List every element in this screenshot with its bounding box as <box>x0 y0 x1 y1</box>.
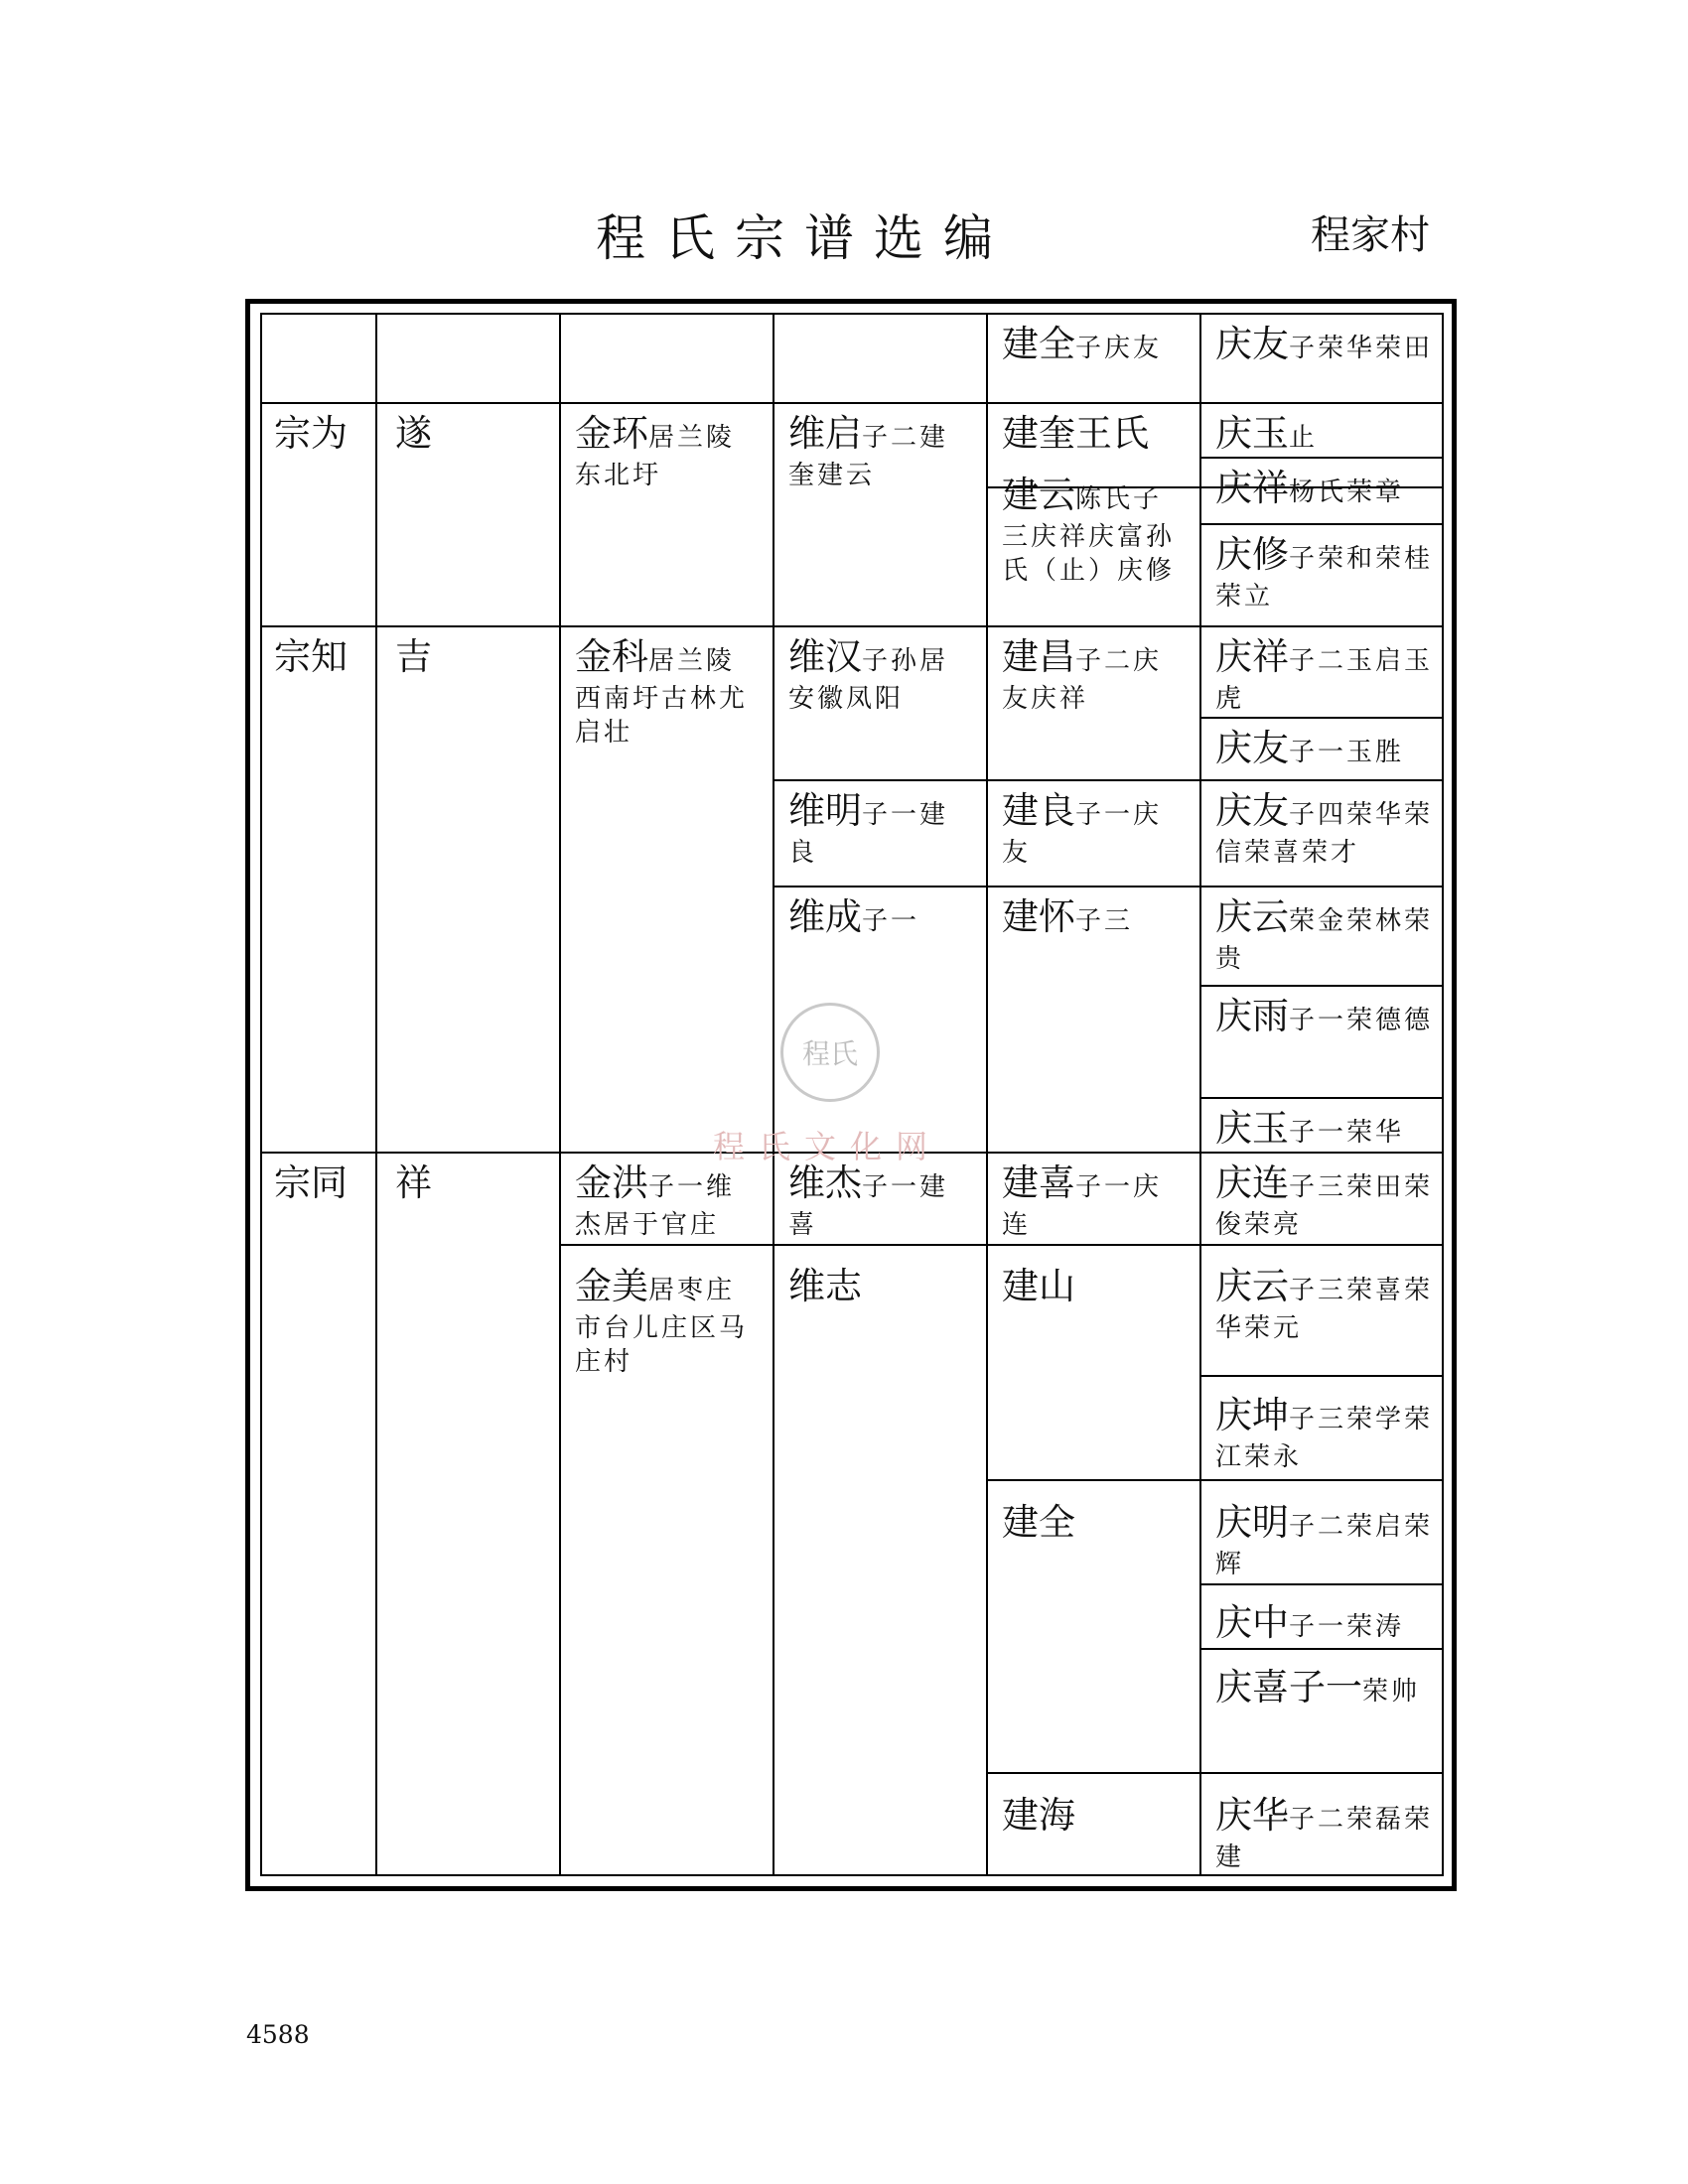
table-cell <box>780 1154 984 1248</box>
table-cell <box>567 627 771 755</box>
person-name: 庆友 <box>1215 727 1289 769</box>
person-note: 子三 <box>1075 906 1134 936</box>
person-name: 庆友 <box>1215 323 1289 365</box>
person-name: 庆祥 <box>1215 467 1289 509</box>
person-name: 吉 <box>395 635 432 678</box>
person-note: 子一庆友 <box>1002 800 1163 868</box>
person-name: 庆玉 <box>1215 412 1289 455</box>
person-name: 庆连 <box>1215 1161 1289 1204</box>
table-cell <box>1207 887 1442 982</box>
table-cell <box>994 781 1197 876</box>
column-divider <box>773 313 774 1876</box>
table-cell <box>567 1154 771 1248</box>
person-name: 庆玉 <box>1215 1107 1289 1150</box>
person-note: 子三荣学荣江荣永 <box>1215 1405 1434 1472</box>
person-note: 子庆友 <box>1075 334 1163 363</box>
person-name: 建全 <box>1002 323 1075 365</box>
person-name: 庆雨 <box>1215 995 1289 1037</box>
table-cell <box>1207 1593 1442 1654</box>
person-note: 居兰陵西南圩古林尤启壮 <box>575 646 749 749</box>
person-name: 宗知 <box>274 635 348 678</box>
person-note: 子一玉胜 <box>1289 738 1405 767</box>
person-name: 庆友 <box>1215 789 1289 832</box>
table-cell <box>567 1257 771 1385</box>
table-cell <box>1207 404 1442 465</box>
person-name: 金科 <box>575 635 648 678</box>
person-note: 子三荣喜荣华荣元 <box>1215 1276 1434 1343</box>
person-name: 庆喜子一 <box>1215 1666 1362 1708</box>
table-cell <box>1207 1386 1442 1480</box>
table-cell <box>1207 525 1442 619</box>
person-name: 庆华 <box>1215 1794 1289 1837</box>
person-note: 子一荣华 <box>1289 1118 1405 1148</box>
person-name: 金环 <box>575 412 648 455</box>
person-note: 子荣和荣桂荣立 <box>1215 544 1434 612</box>
person-name: 建怀 <box>1002 895 1075 938</box>
table-cell <box>1207 719 1442 779</box>
table-cell <box>1207 1154 1442 1248</box>
table-cell <box>780 887 984 948</box>
table-cell <box>1207 315 1442 375</box>
table-cell <box>780 404 984 498</box>
person-note: 子二建奎建云 <box>788 423 949 490</box>
column-divider <box>1199 313 1201 1876</box>
person-note: 子一建喜 <box>788 1172 949 1240</box>
table-cell <box>994 315 1197 375</box>
table-cell <box>1207 1786 1442 1880</box>
table-cell <box>1207 781 1442 876</box>
table-cell <box>994 466 1197 594</box>
person-note: 子二庆友庆祥 <box>1002 646 1163 714</box>
person-note: 子一荣涛 <box>1289 1612 1405 1642</box>
row-divider <box>1199 1375 1444 1377</box>
person-name: 庆云 <box>1215 895 1289 938</box>
person-name: 维志 <box>788 1265 862 1307</box>
person-note: 居枣庄市台儿庄区马庄村 <box>575 1276 749 1378</box>
person-name: 遂 <box>395 412 432 455</box>
table-cell <box>1207 1099 1442 1160</box>
table-cell <box>1207 459 1442 519</box>
person-name: 庆修 <box>1215 533 1289 576</box>
table-cell <box>387 404 556 465</box>
table-cell <box>994 887 1197 948</box>
person-name: 庆明 <box>1215 1501 1289 1544</box>
person-note: 荣金荣林荣贵 <box>1215 906 1434 974</box>
person-note: 子一建良 <box>788 800 949 868</box>
person-note: 杨氏荣章 <box>1289 478 1405 507</box>
village-name: 程家村 <box>1311 212 1430 258</box>
person-name: 庆中 <box>1215 1601 1289 1644</box>
table-cell <box>387 627 556 688</box>
person-note: 子四荣华荣信荣喜荣才 <box>1215 800 1434 868</box>
row-divider <box>986 1772 1444 1774</box>
watermark-text: 程氏文化网 <box>713 1128 942 1165</box>
person-note: 荣帅 <box>1362 1677 1421 1706</box>
table-cell <box>994 404 1197 465</box>
person-name: 建海 <box>1002 1794 1075 1837</box>
person-note: 子一 <box>862 906 920 936</box>
person-name: 建全 <box>1002 1501 1075 1544</box>
person-name: 维汉 <box>788 635 862 678</box>
table-cell <box>1207 987 1442 1047</box>
person-name: 建喜 <box>1002 1161 1075 1204</box>
person-name: 建奎王氏 <box>1002 412 1149 455</box>
person-name: 维杰 <box>788 1161 862 1204</box>
person-note: 陈氏子三庆祥庆富孙氏（止）庆修 <box>1002 484 1176 587</box>
page-title: 程氏宗谱选编 <box>596 209 1013 267</box>
person-name: 庆云 <box>1215 1265 1289 1307</box>
person-name: 维明 <box>788 789 862 832</box>
table-cell <box>994 1257 1197 1317</box>
person-name: 庆祥 <box>1215 635 1289 678</box>
column-divider <box>559 313 561 1876</box>
table-cell <box>994 1786 1197 1846</box>
table-cell <box>1207 1658 1442 1718</box>
table-cell <box>994 1154 1197 1248</box>
table-cell <box>994 627 1197 722</box>
page-number: 4588 <box>246 2020 310 2049</box>
person-note: 子二玉启玉虎 <box>1215 646 1434 714</box>
watermark-seal: 程氏 <box>780 1003 880 1102</box>
table-cell <box>780 781 984 876</box>
table-cell <box>1207 627 1442 722</box>
person-name: 祥 <box>395 1161 432 1204</box>
table-cell <box>1207 1257 1442 1351</box>
person-note: 子一荣德德 <box>1289 1006 1434 1035</box>
table-cell <box>266 404 373 465</box>
table-cell <box>780 1257 984 1317</box>
person-name: 建山 <box>1002 1265 1075 1307</box>
column-divider <box>986 313 988 1876</box>
person-name: 维启 <box>788 412 862 455</box>
person-name: 建良 <box>1002 789 1075 832</box>
person-note: 子荣华荣田 <box>1289 334 1434 363</box>
person-note: 止 <box>1289 423 1319 453</box>
person-note: 子一维杰居于官庄 <box>575 1172 736 1240</box>
person-name: 建昌 <box>1002 635 1075 678</box>
person-note: 子孙居安徽凤阳 <box>788 646 949 714</box>
table-cell <box>266 627 373 688</box>
table-cell <box>567 404 771 498</box>
person-note: 子一庆连 <box>1002 1172 1163 1240</box>
person-note: 子二荣启荣辉 <box>1215 1512 1434 1579</box>
table-cell <box>387 1154 556 1214</box>
table-cell <box>994 1493 1197 1554</box>
person-name: 维成 <box>788 895 862 938</box>
person-name: 建云 <box>1002 474 1075 516</box>
person-name: 金洪 <box>575 1161 648 1204</box>
person-note: 居兰陵东北圩 <box>575 423 736 490</box>
person-note: 子二荣磊荣建 <box>1215 1805 1434 1872</box>
table-cell <box>266 1154 373 1214</box>
table-cell <box>780 627 984 722</box>
table-cell <box>1207 1493 1442 1587</box>
column-divider <box>375 313 377 1876</box>
person-name: 宗同 <box>274 1161 348 1204</box>
person-note: 子三荣田荣俊荣亮 <box>1215 1172 1434 1240</box>
person-name: 宗为 <box>274 412 348 455</box>
person-name: 庆坤 <box>1215 1394 1289 1436</box>
person-name: 金美 <box>575 1265 648 1307</box>
